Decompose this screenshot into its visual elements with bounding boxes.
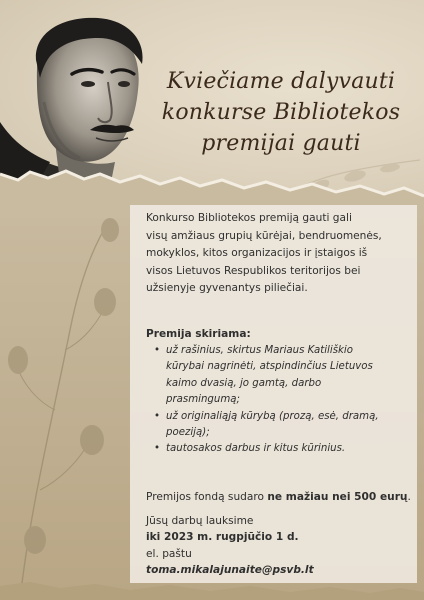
award-list (146, 343, 408, 458)
deadline-date: iki 2023 m. rugpjūčio 1 d. (146, 531, 299, 544)
intro-line-2: visų amžiaus grupių kūrėjai, bendruomenės, (146, 229, 382, 242)
award-item-original-work (158, 409, 408, 442)
page-title (150, 66, 412, 159)
email-line (146, 546, 408, 579)
award-item-3-line-1: • tautosakos darbus ir kitus kūrinius. (166, 443, 346, 455)
title-line-3: premijai gauti (201, 131, 361, 156)
fund-suffix: . (407, 490, 411, 503)
email-prefix: el. paštu (146, 547, 192, 560)
award-item-1-line-4: prasmingumą; (166, 394, 240, 406)
deadline-line (146, 513, 408, 546)
botanical-decoration-left (0, 210, 130, 600)
fund-paragraph (146, 489, 411, 506)
intro-paragraph (146, 210, 408, 298)
intro-line-1: Konkurso Bibliotekos premiją gauti gali (146, 212, 352, 224)
award-heading: Premija skiriama: (146, 327, 251, 340)
deadline-paragraph (146, 513, 408, 579)
intro-line-5: užsienyje gyvenantys piliečiai. (146, 282, 308, 295)
title-line-2: konkurse Bibliotekos (161, 100, 401, 125)
award-item-folklore (158, 441, 408, 457)
award-item-1-line-1: • už rašinius, skirtus Mariaus Katiliškio (166, 344, 353, 356)
intro-line-3: mokyklos, kitos organizacijos ir įstaigos iš (146, 247, 368, 260)
award-item-2-line-2: poeziją); (166, 427, 210, 438)
title-line-1: Kviečiame dalyvauti (166, 69, 396, 94)
award-item-1-line-3: kaimo dvasią, jo gamtą, darbo (166, 377, 322, 389)
email-address[interactable]: toma.mikalajunaite@psvb.lt (146, 564, 314, 577)
award-item-1-line-2: kūrybai nagrinėti, atspindinčius Lietuvos (166, 361, 373, 373)
deadline-prefix: Jūsų darbų lauksime (146, 514, 254, 527)
torn-paper-bottom (0, 578, 424, 600)
fund-amount: ne mažiau nei 500 eurų (267, 490, 408, 503)
intro-line-4: visos Lietuvos Respublikos teritorijos bei (146, 264, 361, 277)
fund-prefix: Premijos fondą sudaro (146, 490, 268, 503)
content-text (146, 210, 411, 600)
award-item-essays (158, 343, 408, 409)
award-item-2-line-1: • už originaliąją kūrybą (prozą, esė, dramą, (166, 410, 379, 422)
